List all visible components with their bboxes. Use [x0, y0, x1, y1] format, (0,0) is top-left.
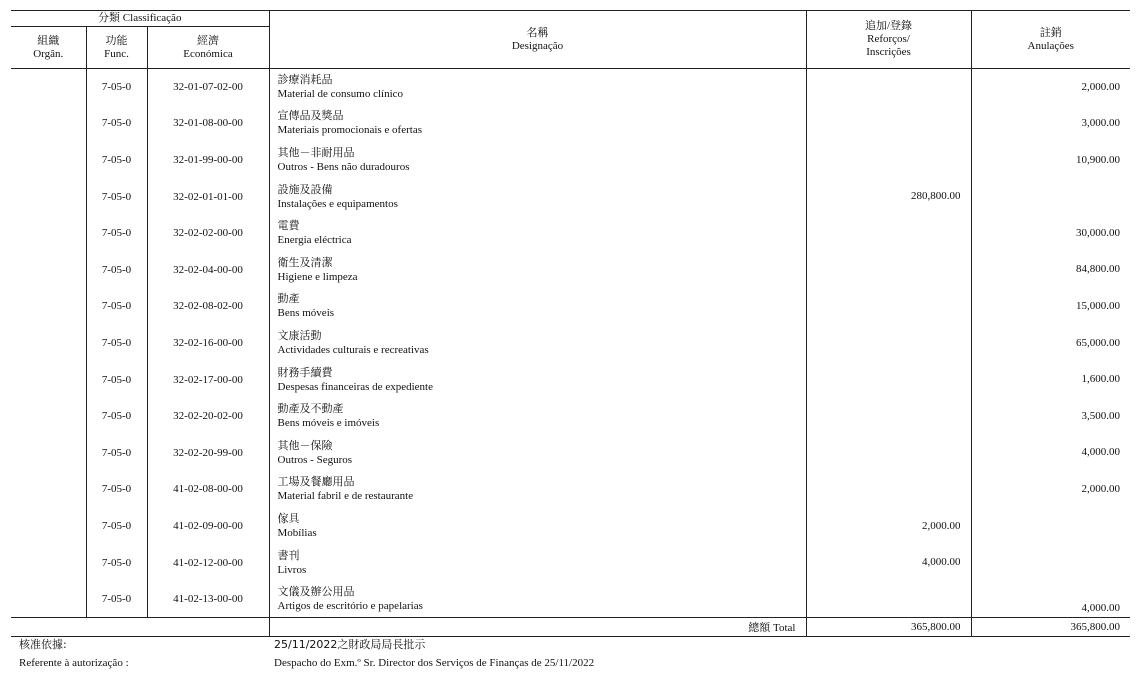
authorization-label-pt: Referente à autorização : — [19, 657, 129, 669]
designacao-header — [269, 11, 806, 69]
designacao-pt: Instalações e equipamentos — [277, 197, 398, 210]
func-cell: 7-05-0 — [86, 471, 147, 508]
organ-cell — [11, 508, 86, 545]
table-row — [11, 434, 1130, 471]
func-cell: 7-05-0 — [86, 288, 147, 325]
anulacoes-header — [971, 11, 1130, 69]
designacao-pt: Bens móveis e imóveis — [277, 417, 380, 430]
func-cell: 7-05-0 — [86, 508, 147, 545]
designacao-zh: 診療消耗品 — [277, 73, 333, 87]
organ-header-pt: Orgân. — [33, 47, 64, 60]
designacao-cell — [269, 215, 806, 252]
designacao-zh: 文康活動 — [277, 328, 322, 342]
reforcos-cell: 280,800.00 — [806, 178, 971, 215]
anulacoes-cell: 2,000.00 — [1081, 483, 1120, 496]
designacao-zh: 文儀及辦公用品 — [277, 584, 355, 598]
designacao-pt: Materiais promocionais e ofertas — [277, 124, 422, 137]
func-header-pt: Func. — [104, 47, 129, 60]
table-row — [11, 142, 1130, 179]
table-row — [11, 325, 1130, 362]
designacao-zh: 其他－非耐用品 — [277, 145, 355, 159]
table-row — [11, 471, 1130, 508]
designacao-zh: 傢具 — [277, 511, 300, 525]
designacao-pt: Material fabril e de restaurante — [277, 490, 414, 503]
econ-cell: 32-02-02-00-00 — [173, 227, 243, 240]
designacao-pt: Artigos de escritório e papelarias — [277, 599, 423, 612]
designacao-cell — [269, 398, 806, 435]
designacao-cell — [269, 361, 806, 398]
reforcos-cell — [806, 581, 971, 618]
designacao-cell — [269, 508, 806, 545]
budget-rows — [11, 69, 1130, 637]
organ-cell — [11, 69, 86, 106]
func-cell: 7-05-0 — [86, 69, 147, 106]
econ-cell: 32-02-04-00-00 — [173, 263, 243, 276]
classificacao-header: 分類 Classificação — [11, 11, 269, 27]
reforcos-cell — [806, 471, 971, 508]
anulacoes-cell: 65,000.00 — [1076, 336, 1120, 349]
econ-cell: 32-02-08-02-00 — [173, 300, 243, 313]
organ-cell — [11, 544, 86, 581]
econ-cell: 32-02-20-99-00 — [173, 446, 243, 459]
econ-cell: 32-01-99-00-00 — [173, 153, 243, 166]
table-row — [11, 581, 1130, 618]
anulacoes-cell: 30,000.00 — [1076, 226, 1120, 239]
anulacoes-cell: 84,800.00 — [1076, 263, 1120, 276]
organ-cell — [11, 581, 86, 618]
reforcos-cell — [806, 251, 971, 288]
authorization-value-zh: 25/11/2022之財政局局長批示 — [274, 638, 426, 651]
designacao-cell — [269, 251, 806, 288]
func-header-zh: 功能 — [105, 34, 128, 47]
footer-row-pt — [11, 655, 1130, 672]
func-cell: 7-05-0 — [86, 544, 147, 581]
designacao-zh: 設施及設備 — [277, 182, 333, 196]
organ-header-zh: 組織 — [37, 34, 60, 47]
designacao-cell — [269, 544, 806, 581]
designacao-pt: Despesas financeiras de expediente — [277, 380, 433, 393]
func-cell: 7-05-0 — [86, 581, 147, 618]
func-cell: 7-05-0 — [86, 105, 147, 142]
anulacoes-cell: 10,900.00 — [1076, 153, 1120, 166]
designacao-cell — [269, 581, 806, 618]
footer-row-zh — [11, 636, 1130, 653]
table-row — [11, 398, 1130, 435]
designacao-cell — [269, 434, 806, 471]
anulacoes-header-zh: 註銷 — [1039, 26, 1062, 39]
reforcos-cell — [806, 361, 971, 398]
budget-table — [11, 10, 1130, 637]
designacao-zh: 工場及餐廳用品 — [277, 475, 355, 489]
func-cell: 7-05-0 — [86, 325, 147, 362]
anulacoes-cell — [971, 544, 1130, 581]
table-row — [11, 105, 1130, 142]
organ-cell — [11, 251, 86, 288]
reforcos-cell — [806, 325, 971, 362]
anulacoes-cell: 1,600.00 — [1081, 373, 1120, 386]
anulacoes-cell: 3,500.00 — [1081, 409, 1120, 422]
total-spacer — [11, 617, 269, 636]
designacao-pt: Bens móveis — [277, 307, 335, 320]
designacao-cell — [269, 178, 806, 215]
table-row — [11, 69, 1130, 106]
reforcos-header-pt1: Reforços/ — [867, 33, 910, 45]
designacao-cell — [269, 69, 806, 106]
table-row — [11, 508, 1130, 545]
budget-table-sheet — [11, 10, 1130, 637]
organ-cell — [11, 105, 86, 142]
econ-cell: 32-02-20-02-00 — [173, 410, 243, 423]
func-cell: 7-05-0 — [86, 215, 147, 252]
designacao-zh: 書刊 — [277, 548, 300, 562]
reforcos-header — [806, 11, 971, 69]
table-row — [11, 215, 1130, 252]
reforcos-cell: 4,000.00 — [806, 544, 971, 581]
func-cell: 7-05-0 — [86, 434, 147, 471]
total-row — [11, 617, 1130, 636]
anulacoes-cell: 4,000.00 — [1081, 601, 1120, 614]
anulacoes-cell: 4,000.00 — [1081, 446, 1120, 459]
reforcos-cell — [806, 434, 971, 471]
designacao-pt: Outros - Seguros — [277, 453, 353, 466]
econ-cell: 32-02-01-01-00 — [173, 190, 243, 203]
designacao-zh: 電費 — [277, 219, 300, 233]
designacao-cell — [269, 325, 806, 362]
reforcos-cell: 2,000.00 — [806, 508, 971, 545]
designacao-pt: Livros — [277, 563, 307, 576]
organ-cell — [11, 434, 86, 471]
designacao-cell — [269, 288, 806, 325]
table-row — [11, 361, 1130, 398]
anulacoes-cell — [971, 178, 1130, 215]
func-cell: 7-05-0 — [86, 142, 147, 179]
designacao-zh: 財務手續費 — [277, 365, 333, 379]
table-row — [11, 178, 1130, 215]
func-cell: 7-05-0 — [86, 251, 147, 288]
econ-cell: 41-02-12-00-00 — [173, 556, 243, 569]
organ-cell — [11, 361, 86, 398]
authorization-value-pt: Despacho do Exm.º Sr. Director dos Serviços de Finanças de 25/11/2022 — [274, 657, 595, 669]
table-row — [11, 288, 1130, 325]
organ-cell — [11, 288, 86, 325]
designacao-zh: 衛生及清潔 — [277, 255, 333, 269]
designacao-zh: 動產及不動產 — [277, 402, 344, 416]
reforcos-cell — [806, 288, 971, 325]
econ-header-pt: Económica — [183, 47, 233, 60]
reforcos-cell — [806, 105, 971, 142]
econ-cell: 32-01-07-02-00 — [173, 81, 243, 94]
designacao-pt: Mobílias — [277, 526, 317, 539]
anulacoes-cell: 3,000.00 — [1081, 117, 1120, 130]
designacao-cell — [269, 105, 806, 142]
func-cell: 7-05-0 — [86, 398, 147, 435]
econ-cell: 41-02-13-00-00 — [173, 592, 243, 605]
reforcos-cell — [806, 142, 971, 179]
organ-cell — [11, 178, 86, 215]
designacao-pt: Material de consumo clínico — [277, 88, 404, 101]
organ-cell — [11, 215, 86, 252]
organ-cell — [11, 398, 86, 435]
anulacoes-header-pt: Anulações — [1027, 39, 1074, 52]
econ-cell: 32-02-16-00-00 — [173, 336, 243, 349]
designacao-header-pt: Designação — [511, 39, 564, 52]
econ-header — [147, 27, 269, 69]
designacao-pt: Actividades culturais e recreativas — [277, 343, 429, 356]
organ-cell — [11, 142, 86, 179]
designacao-pt: Energia eléctrica — [277, 234, 352, 247]
econ-cell: 32-01-08-00-00 — [173, 117, 243, 130]
designacao-cell — [269, 471, 806, 508]
reforcos-cell — [806, 215, 971, 252]
designacao-pt: Outros - Bens não duradouros — [277, 160, 410, 173]
designacao-header-zh: 名稱 — [526, 26, 549, 39]
reforcos-cell — [806, 69, 971, 106]
designacao-cell — [269, 142, 806, 179]
func-cell: 7-05-0 — [86, 178, 147, 215]
table-row — [11, 544, 1130, 581]
total-reforcos: 365,800.00 — [806, 617, 971, 636]
table-row — [11, 251, 1130, 288]
func-header — [86, 27, 147, 69]
reforcos-header-zh: 追加/登錄 — [864, 20, 913, 32]
organ-cell — [11, 471, 86, 508]
designacao-zh: 動產 — [277, 292, 300, 306]
reforcos-header-pt2: Inscrições — [866, 46, 911, 58]
econ-cell: 32-02-17-00-00 — [173, 373, 243, 386]
econ-cell: 41-02-08-00-00 — [173, 483, 243, 496]
designacao-zh: 其他－保險 — [277, 438, 333, 452]
func-cell: 7-05-0 — [86, 361, 147, 398]
econ-header-zh: 經濟 — [197, 34, 219, 47]
designacao-zh: 宣傳品及獎品 — [277, 109, 344, 123]
authorization-label-zh: 核准依據: — [19, 638, 67, 651]
organ-header — [11, 27, 86, 69]
anulacoes-cell — [971, 508, 1130, 545]
designacao-pt: Higiene e limpeza — [277, 270, 358, 283]
total-label: 總額 Total — [269, 617, 806, 636]
anulacoes-cell: 15,000.00 — [1076, 300, 1120, 313]
anulacoes-cell: 2,000.00 — [1081, 81, 1120, 93]
econ-cell: 41-02-09-00-00 — [173, 519, 243, 532]
total-anulacoes: 365,800.00 — [971, 617, 1130, 636]
organ-cell — [11, 325, 86, 362]
reforcos-cell — [806, 398, 971, 435]
